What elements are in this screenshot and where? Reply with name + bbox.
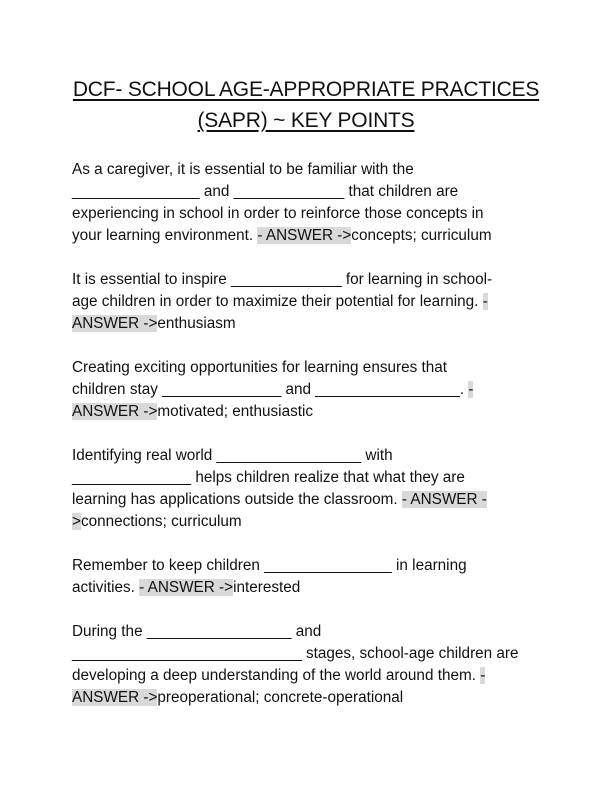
question-block	[72, 621, 542, 709]
answer-marker: ANSWER ->	[72, 315, 158, 332]
question-text: Remember to keep children _______________ in learning	[72, 557, 467, 574]
question-text: age children in order to maximize their potential for learning.	[72, 293, 483, 310]
text-line	[72, 379, 542, 401]
question-block	[72, 357, 542, 423]
question-block	[72, 445, 542, 533]
question-text: Creating exciting opportunities for learning ensures that	[72, 359, 447, 376]
answer-text: interested	[233, 579, 301, 596]
question-text: It is essential to inspire _____________ for learning in school-	[72, 271, 493, 288]
text-line	[72, 445, 542, 467]
text-line	[72, 313, 542, 335]
answer-marker: ANSWER ->	[72, 403, 158, 420]
title-line-1: DCF- SCHOOL AGE-APPROPRIATE PRACTICES	[72, 78, 540, 101]
question-block	[72, 555, 542, 599]
answer-marker: - ANSWER ->	[139, 579, 234, 596]
question-text: During the _________________ and	[72, 623, 322, 640]
answer-marker: -	[480, 667, 486, 684]
text-line	[72, 577, 542, 599]
question-block	[72, 269, 542, 335]
answer-marker: -	[468, 381, 474, 398]
text-line	[72, 687, 542, 709]
text-line	[72, 203, 542, 225]
question-text: your learning environment.	[72, 227, 258, 244]
text-line	[72, 269, 542, 291]
answer-text: preoperational; concrete-operational	[157, 689, 404, 706]
answer-text: enthusiasm	[157, 315, 236, 332]
answer-marker: - ANSWER -	[401, 491, 487, 508]
text-line	[72, 401, 542, 423]
question-text: experiencing in school in order to reinforce those concepts in	[72, 205, 484, 222]
title-line-2: (SAPR) ~ KEY POINTS	[197, 109, 415, 132]
text-line	[72, 291, 542, 313]
text-line	[72, 467, 542, 489]
answer-marker: ANSWER ->	[72, 689, 158, 706]
question-text: developing a deep understanding of the world around them.	[72, 667, 481, 684]
text-line	[72, 181, 542, 203]
question-text: activities.	[72, 579, 140, 596]
text-line	[72, 621, 542, 643]
text-line	[72, 511, 542, 533]
text-line	[72, 357, 542, 379]
question-text: ___________________________ stages, school-age children are	[72, 645, 519, 662]
document-title	[40, 74, 572, 136]
answer-marker: >	[72, 513, 81, 530]
text-line	[72, 643, 542, 665]
answer-text: motivated; enthusiastic	[157, 403, 314, 420]
text-line	[72, 159, 542, 181]
question-text: As a caregiver, it is essential to be familiar with the	[72, 161, 414, 178]
answer-text: connections; curriculum	[80, 513, 242, 530]
text-line	[72, 489, 542, 511]
answer-marker: - ANSWER ->	[257, 227, 352, 244]
question-text: _______________ and _____________ that children are	[72, 183, 459, 200]
answer-marker: -	[482, 293, 488, 310]
text-line	[72, 555, 542, 577]
question-text: learning has applications outside the classroom.	[72, 491, 402, 508]
question-text: ______________ helps children realize that what they are	[72, 469, 465, 486]
question-block	[72, 159, 542, 247]
answer-text: concepts; curriculum	[351, 227, 492, 244]
question-text: children stay ______________ and _________________.	[72, 381, 469, 398]
text-line	[72, 665, 542, 687]
question-text: Identifying real world _________________ with	[72, 447, 393, 464]
text-line	[72, 225, 542, 247]
